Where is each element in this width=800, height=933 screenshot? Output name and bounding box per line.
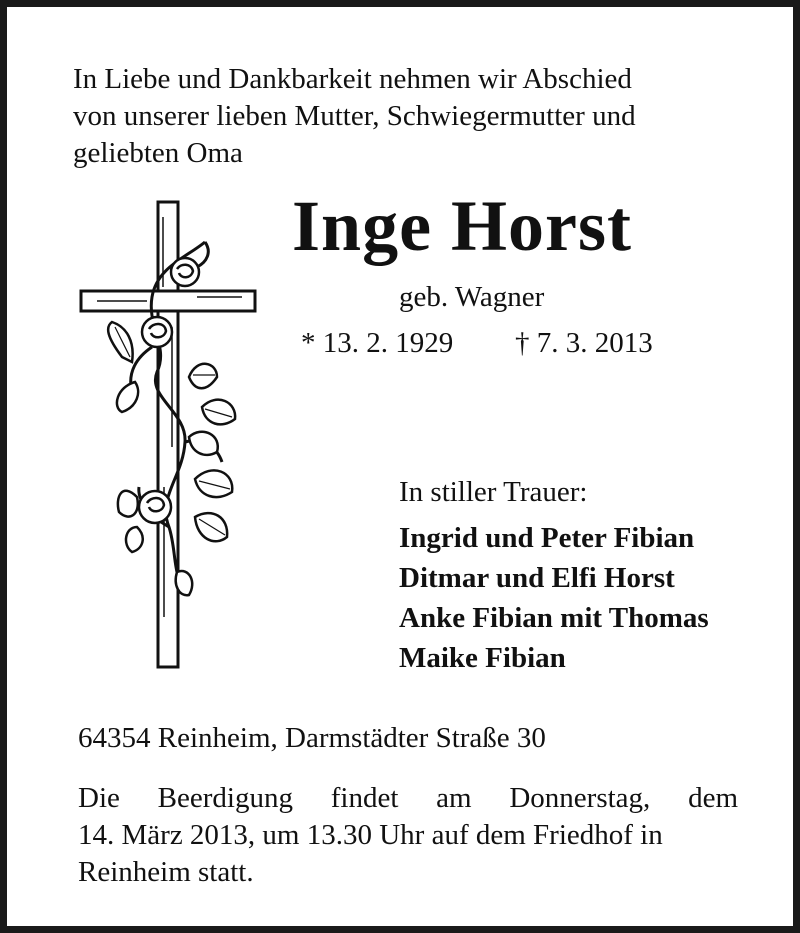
family-list — [399, 521, 709, 681]
family-member: Anke Fibian mit Thomas — [399, 602, 709, 634]
intro-line: In Liebe und Dankbarkeit nehmen wir Abschied — [73, 63, 632, 95]
maiden-name: geb. Wagner — [399, 281, 545, 313]
family-member: Maike Fibian — [399, 642, 566, 674]
address: 64354 Reinheim, Darmstädter Straße 30 — [78, 722, 546, 754]
funeral-info — [78, 780, 738, 891]
death-date: † 7. 3. 2013 — [515, 327, 653, 359]
birth-date: * 13. 2. 1929 — [301, 327, 454, 359]
deceased-name: Inge Horst — [292, 186, 632, 266]
family-member: Ingrid und Peter Fibian — [399, 522, 695, 554]
funeral-line: 14. März 2013, um 13.30 Uhr auf dem Friedhof in — [78, 819, 663, 851]
cross-with-roses-icon — [77, 197, 267, 672]
funeral-line: Reinheim statt. — [78, 856, 254, 888]
intro-text — [73, 61, 753, 172]
mourning-heading: In stiller Trauer: — [399, 476, 588, 508]
intro-line: geliebten Oma — [73, 137, 243, 169]
family-member: Ditmar und Elfi Horst — [399, 562, 675, 594]
intro-line: von unserer lieben Mutter, Schwiegermutter und — [73, 100, 636, 132]
funeral-line: Die Beerdigung findet am Donnerstag, dem — [78, 782, 738, 814]
